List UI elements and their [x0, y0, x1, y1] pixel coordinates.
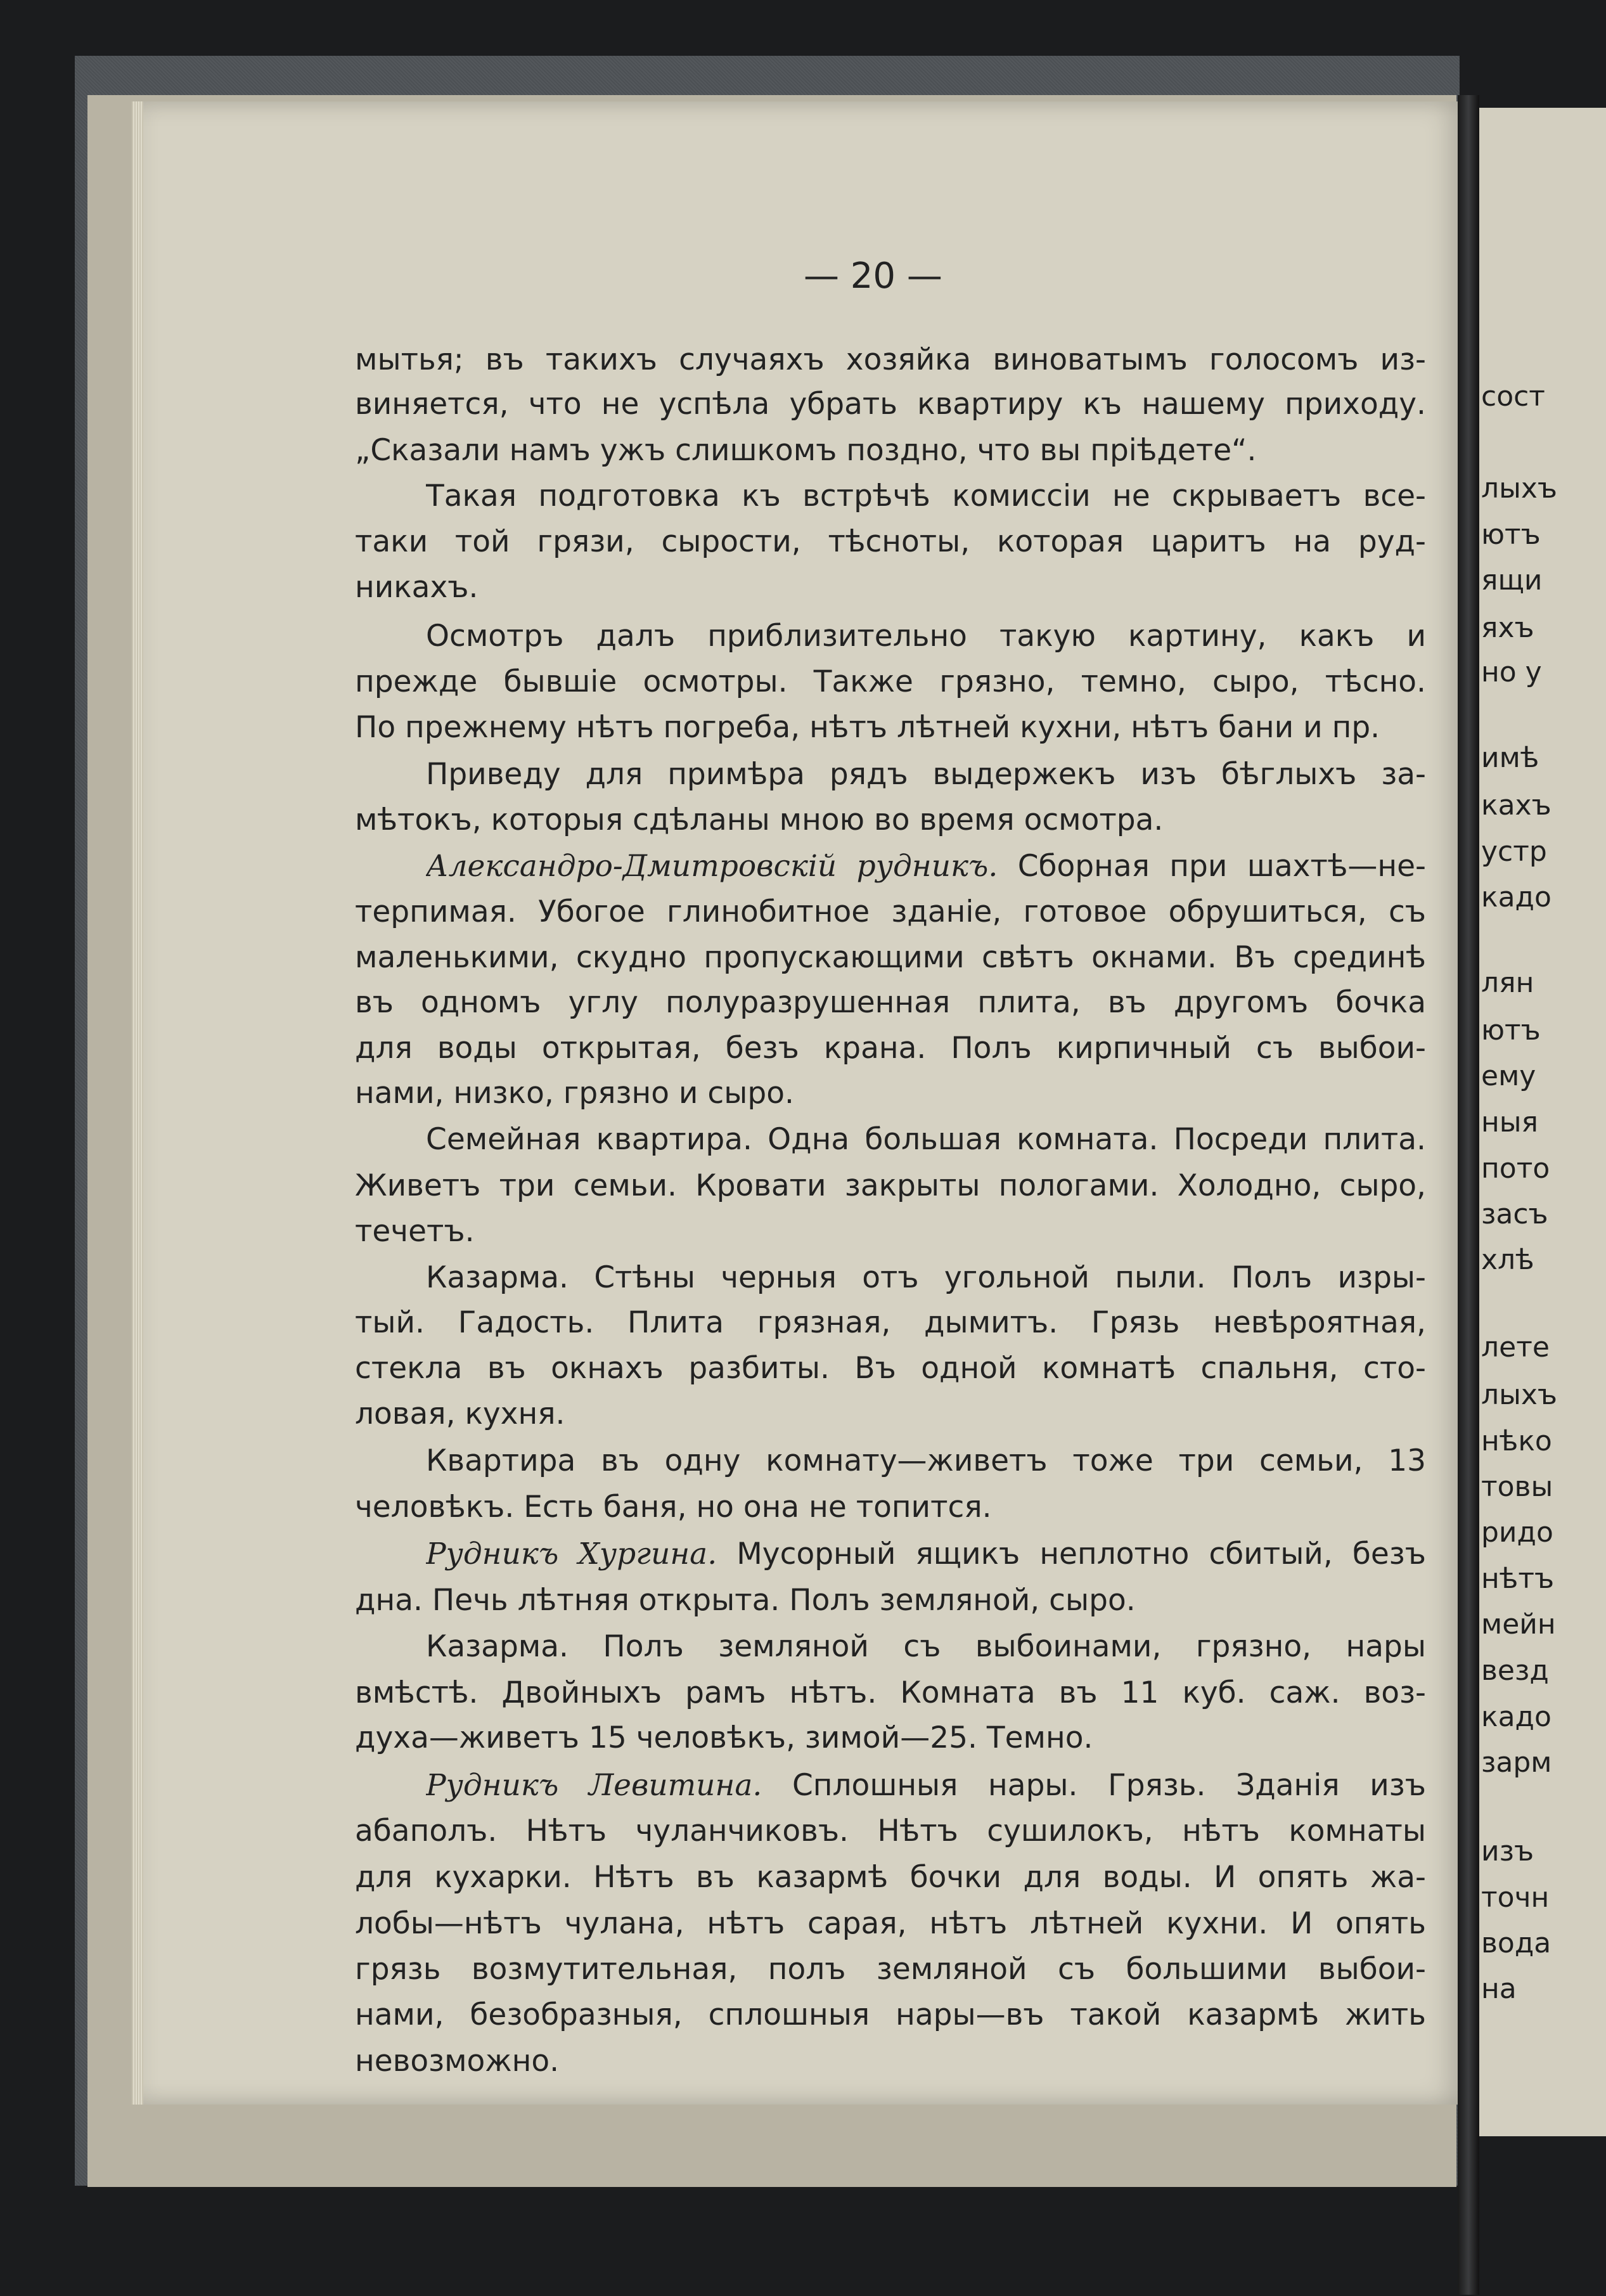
text-line: [355, 1168, 1426, 1213]
text-line: [355, 1076, 1426, 1120]
mine-name: Рудникъ Левитина.: [426, 1768, 762, 1803]
text-line: [355, 985, 1426, 1029]
line-text: ловая, кухня.: [355, 1396, 565, 1431]
next-page-line: товы: [1481, 1471, 1553, 1503]
text-line: [355, 1396, 1426, 1441]
line-text: По прежнему нѣтъ погреба, нѣтъ лѣтней кухни, нѣтъ бани и пр.: [355, 710, 1380, 745]
line-text: Квартира въ одну комнату—живетъ тоже три семьи, 13: [426, 1443, 1426, 1478]
next-page-line: ему: [1481, 1060, 1536, 1092]
line-text: лобы—нѣтъ чулана, нѣтъ сарая, нѣтъ лѣтней кухни. И опять: [355, 1906, 1426, 1941]
next-page-line: ютъ: [1481, 519, 1541, 551]
line-text: стекла въ окнахъ разбиты. Въ одной комнатѣ спальня, сто-: [355, 1351, 1426, 1386]
line-text: человѣкъ. Есть баня, но она не топится.: [355, 1490, 992, 1525]
next-page-line: ныя: [1481, 1106, 1538, 1138]
next-page-line: кадо: [1481, 1701, 1551, 1733]
text-line: [355, 940, 1426, 984]
line-text: для воды открытая, безъ крана. Полъ кирпичный съ выбои-: [355, 1031, 1426, 1066]
line-text: въ одномъ углу полуразрушенная плита, въ другомъ бочка: [355, 985, 1426, 1020]
line-text: прежде бывшіе осмотры. Также грязно, темно, сыро, тѣсно.: [355, 664, 1426, 699]
text-line: [426, 1629, 1426, 1674]
text-line: [355, 524, 1426, 569]
next-page-line: нѣко: [1481, 1425, 1552, 1457]
mine-name: Александро-Дмитровскій рудникъ.: [426, 849, 998, 884]
next-page-line: вода: [1481, 1927, 1551, 1959]
line-text: Сплошныя нары. Грязь. Зданія изъ: [762, 1768, 1426, 1803]
line-text: течетъ.: [355, 1214, 475, 1249]
mine-name: Рудникъ Хургина.: [426, 1537, 717, 1571]
line-text: Сборная при шахтѣ—не-: [998, 849, 1426, 884]
line-text: мытья; въ такихъ случаяхъ хозяйка виноватымъ голосомъ из-: [355, 342, 1426, 377]
line-text: маленькими, скудно пропускающими свѣтъ окнами. Въ срединѣ: [355, 940, 1426, 975]
line-text: Приведу для примѣра рядъ выдержекъ изъ бѣглыхъ за-: [426, 757, 1426, 792]
next-page-line: нѣтъ: [1481, 1563, 1555, 1595]
line-text: Казарма. Стѣны черныя отъ угольной пыли. Полъ изры-: [426, 1260, 1426, 1295]
text-line: [355, 387, 1426, 431]
next-page-line: зарм: [1481, 1746, 1552, 1779]
text-line: [355, 1031, 1426, 1075]
line-text: дна. Печь лѣтняя открыта. Полъ земляной, сыро.: [355, 1583, 1136, 1618]
line-text: „Сказали намъ ужъ слишкомъ поздно, что вы пріѣдете“.: [355, 433, 1257, 468]
line-text: Осмотръ далъ приблизительно такую картину, какъ и: [426, 619, 1426, 654]
text-line: [355, 1997, 1426, 2042]
line-text: таки той грязи, сырости, тѣсноты, которая царитъ на руд-: [355, 524, 1426, 559]
page-number: — 20 —: [804, 255, 942, 297]
next-page-line: везд: [1481, 1654, 1549, 1687]
text-line: [355, 1305, 1426, 1350]
text-line: [355, 1490, 1426, 1534]
text-line: [355, 433, 1426, 477]
next-page-line: сост: [1481, 380, 1545, 413]
line-text: Мусорный ящикъ неплотно сбитый, безъ: [717, 1537, 1426, 1571]
text-line: [426, 757, 1426, 801]
text-line: [426, 849, 1426, 893]
text-line: [426, 479, 1426, 523]
next-page-line: лыхъ: [1481, 1379, 1557, 1411]
next-page-line: кадо: [1481, 881, 1551, 913]
line-text: духа—живетъ 15 человѣкъ, зимой—25. Темно.: [355, 1720, 1093, 1755]
next-page-line: мейн: [1481, 1608, 1556, 1641]
line-text: тый. Гадость. Плита грязная, дымитъ. Грязь невѣроятная,: [355, 1305, 1426, 1340]
text-line: [426, 1443, 1426, 1488]
text-line: [355, 1906, 1426, 1951]
line-text: нами, безобразныя, сплошныя нары—въ такой казармѣ жить: [355, 1997, 1426, 2032]
next-page-fragment: [1474, 108, 1606, 2136]
text-line: [355, 1214, 1426, 1258]
text-line: [426, 1260, 1426, 1305]
book-gutter: [1458, 95, 1479, 2295]
text-line: [355, 803, 1426, 847]
text-line: [355, 1675, 1426, 1720]
text-line: [355, 664, 1426, 709]
text-line: [426, 1768, 1426, 1812]
line-text: нами, низко, грязно и сыро.: [355, 1076, 794, 1111]
text-line: [355, 1952, 1426, 1996]
next-page-line: изъ: [1481, 1835, 1534, 1867]
line-text: грязь возмутительная, полъ земляной съ большими выбои-: [355, 1952, 1426, 1987]
line-text: невозможно.: [355, 2044, 560, 2079]
page-edges: [132, 101, 143, 2105]
text-line: [355, 2044, 1426, 2088]
next-page-line: но у: [1481, 656, 1542, 688]
next-page-line: устр: [1481, 835, 1547, 868]
next-page-line: имѣ: [1481, 742, 1539, 774]
next-page-line: ящи: [1481, 564, 1543, 597]
next-page-line: лян: [1481, 967, 1534, 999]
next-page-line: лете: [1481, 1331, 1550, 1364]
next-page-line: кахъ: [1481, 789, 1551, 822]
text-line: [355, 1814, 1426, 1858]
line-text: никахъ.: [355, 570, 479, 605]
line-text: Семейная квартира. Одна большая комната. Посреди плита.: [426, 1122, 1426, 1157]
next-page-line: яхъ: [1481, 612, 1534, 644]
text-line: [355, 894, 1426, 939]
line-text: мѣтокъ, которыя сдѣланы мною во время осмотра.: [355, 803, 1164, 837]
next-page-line: лыхъ: [1481, 472, 1557, 505]
text-line: [355, 1583, 1426, 1627]
line-text: виняется, что не успѣла убрать квартиру къ нашему приходу.: [355, 387, 1426, 422]
next-page-line: ютъ: [1481, 1014, 1541, 1047]
line-text: Казарма. Полъ земляной съ выбоинами, грязно, нары: [426, 1629, 1426, 1664]
next-page-line: точн: [1481, 1881, 1550, 1914]
line-text: абаполъ. Нѣтъ чуланчиковъ. Нѣтъ сушилокъ, нѣтъ комнаты: [355, 1814, 1426, 1848]
line-text: терпимая. Убогое глинобитное зданіе, готовое обрушиться, съ: [355, 894, 1426, 929]
next-page-line: ридо: [1481, 1516, 1553, 1549]
next-page-line: хлѣ: [1481, 1244, 1534, 1276]
line-text: вмѣстѣ. Двойныхъ рамъ нѣтъ. Комната въ 11 куб. саж. воз-: [355, 1675, 1426, 1710]
line-text: Такая подготовка къ встрѣчѣ комиссіи не скрываетъ все-: [426, 479, 1426, 513]
text-line: [355, 1351, 1426, 1395]
text-line: [426, 1122, 1426, 1166]
text-line: [426, 1537, 1426, 1581]
next-page-line: пото: [1481, 1152, 1550, 1185]
next-page-line: на: [1481, 1973, 1517, 2005]
line-text: для кухарки. Нѣтъ въ казармѣ бочки для воды. И опять жа-: [355, 1860, 1426, 1895]
text-line: [355, 710, 1426, 754]
text-line: [426, 619, 1426, 663]
text-line: [355, 1860, 1426, 1904]
text-line: [355, 570, 1426, 614]
text-line: [355, 342, 1426, 387]
text-line: [355, 1720, 1426, 1765]
next-page-line: засъ: [1481, 1198, 1548, 1230]
line-text: Живетъ три семьи. Кровати закрыты пологами. Холодно, сыро,: [355, 1168, 1426, 1203]
